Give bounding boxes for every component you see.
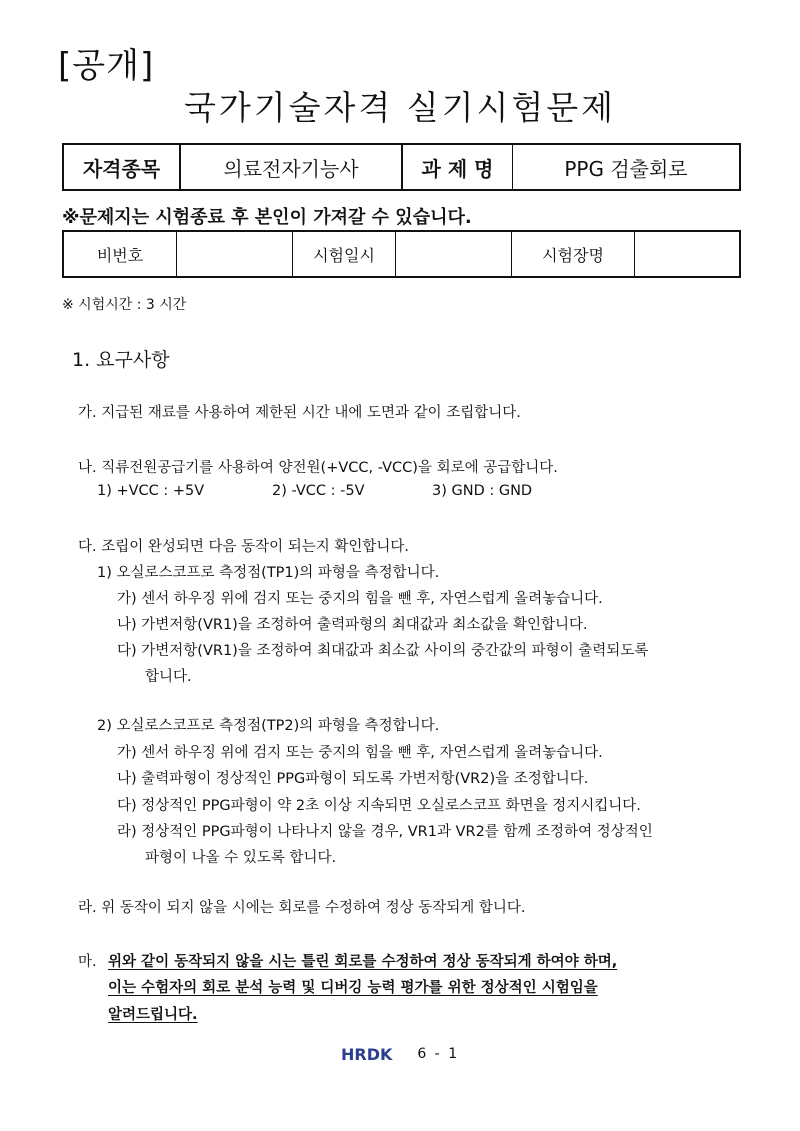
candidate-number-label: 비번호 [63, 231, 177, 277]
hrdk-logo [341, 1045, 403, 1063]
requirement-ga: 가. 지급된 재료를 사용하여 제한된 시간 내에 도면과 같이 조립합니다. [78, 405, 521, 421]
exam-venue-field[interactable] [635, 231, 741, 277]
exam-venue-label: 시험장명 [512, 231, 635, 277]
requirement-na-vcc-plus: 1) +VCC : +5V [97, 483, 205, 499]
exam-time: ※ 시험시간 : 3 시간 [62, 297, 187, 313]
requirement-na: 나. 직류전원공급기를 사용하여 양전원(+VCC, -VCC)을 회로에 공급합니다. [78, 460, 558, 476]
exam-info-table [62, 143, 741, 191]
exam-date-label: 시험일시 [293, 231, 396, 277]
notice-text: ※문제지는 시험종료 후 본인이 가져갈 수 있습니다. [62, 207, 472, 228]
candidate-number-field[interactable] [177, 231, 293, 277]
requirement-da-2-da: 다) 정상적인 PPG파형이 약 2초 이상 지속되면 오실로스코프 화면을 정지시킵니다. [117, 798, 641, 814]
requirement-ra: 라. 위 동작이 되지 않을 시에는 회로를 수정하여 정상 동작되게 합니다. [78, 900, 526, 916]
requirement-ma-line1: 위와 같이 동작되지 않을 시는 틀린 회로를 수정하여 정상 동작되게 하여야 하며, [108, 954, 618, 970]
page-footer [0, 1045, 800, 1063]
requirement-na-vcc-minus: 2) -VCC : -5V [272, 483, 365, 499]
requirement-ma-line3: 알려드립니다. [108, 1007, 198, 1023]
candidate-id-table [62, 230, 741, 278]
requirement-da-2-ra-cont: 파형이 나올 수 있도록 합니다. [145, 850, 337, 866]
requirement-da-2-ra: 라) 정상적인 PPG파형이 나타나지 않을 경우, VR1과 VR2를 함께 조정하여 정상적인 [117, 824, 653, 840]
requirement-da-1: 1) 오실로스코프로 측정점(TP1)의 파형을 측정합니다. [97, 565, 440, 581]
hrdk-logo-text: HRDK [340, 1045, 393, 1063]
requirement-da: 다. 조립이 완성되면 다음 동작이 되는지 확인합니다. [78, 539, 410, 555]
document-title: 국가기술자격 실기시험문제 [183, 88, 617, 127]
qualification-value: 의료전자기능사 [180, 144, 402, 190]
requirement-da-1-ga: 가) 센서 하우징 위에 검지 또는 중지의 힘을 뺀 후, 자연스럽게 올려놓습니다. [117, 591, 603, 607]
requirement-da-2: 2) 오실로스코프로 측정점(TP2)의 파형을 측정합니다. [97, 718, 440, 734]
section-title: 1. 요구사항 [72, 349, 170, 371]
disclosure-tag: [공개] [58, 46, 155, 86]
requirement-na-gnd: 3) GND : GND [432, 483, 533, 499]
qualification-label: 자격종목 [63, 144, 180, 190]
page-number: 6 - 1 [417, 1046, 460, 1062]
requirement-da-2-ga: 가) 센서 하우징 위에 검지 또는 중지의 힘을 뺀 후, 자연스럽게 올려놓습니다. [117, 745, 603, 761]
requirement-da-1-na: 나) 가변저항(VR1)을 조정하여 출력파형의 최대값과 최소값을 확인합니다. [117, 617, 588, 633]
requirement-da-1-da-cont: 합니다. [145, 669, 192, 685]
requirement-ma-line2: 이는 수험자의 회로 분석 능력 및 디버깅 능력 평가를 위한 정상적인 시험임을 [108, 980, 598, 996]
requirement-da-1-da: 다) 가변저항(VR1)을 조정하여 최대값과 최소값 사이의 중간값의 파형이 출력되도록 [117, 643, 649, 659]
requirement-ma-prefix: 마. [78, 954, 97, 970]
requirement-da-2-na: 나) 출력파형이 정상적인 PPG파형이 되도록 가변저항(VR2)을 조정합니다. [117, 771, 589, 787]
task-name-label: 과 제 명 [402, 144, 513, 190]
task-name-value: PPG 검출회로 [513, 144, 741, 190]
exam-date-field[interactable] [396, 231, 512, 277]
